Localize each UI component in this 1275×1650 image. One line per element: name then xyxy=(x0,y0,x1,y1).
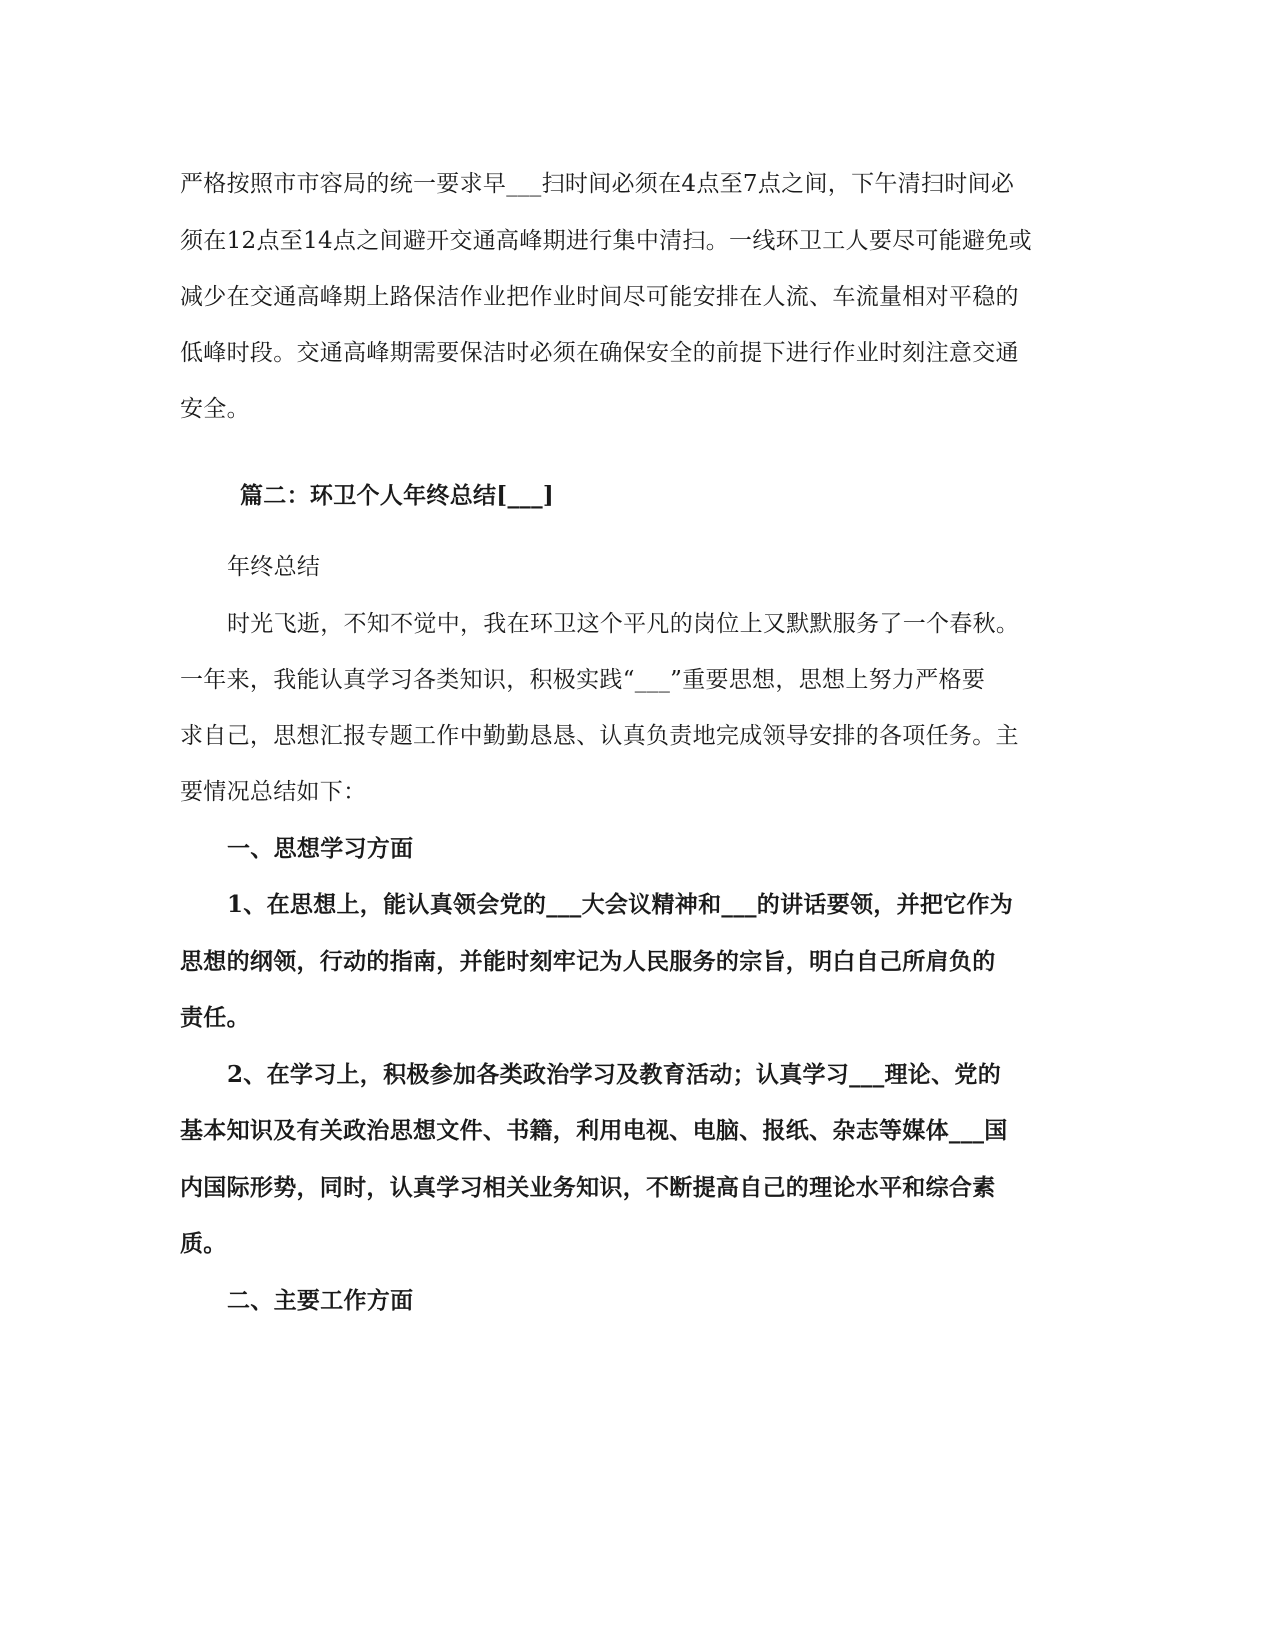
paragraph1-line-1: 严格按照市市容局的统一要求早___扫时间必须在4点至7点之间，下午清扫时间必 xyxy=(180,171,1015,197)
item1-line-1: 1、在思想上，能认真领会党的___大会议精神和___的讲话要领，并把它作为 xyxy=(227,891,1014,918)
item1-line-3: 责任。 xyxy=(180,1004,250,1031)
paragraph2-line-4: 要情况总结如下： xyxy=(180,779,367,805)
heading-2: 二、主要工作方面 xyxy=(227,1287,414,1314)
paragraph1-line-2: 须在12点至14点之间避开交通高峰期进行集中清扫。一线环卫工人要尽可能避免或 xyxy=(180,228,1032,254)
item1-line-2: 思想的纲领，行动的指南，并能时刻牢记为人民服务的宗旨，明白自己所肩负的 xyxy=(180,948,996,975)
item2-line-4: 质。 xyxy=(180,1230,227,1257)
paragraph1-line-3: 减少在交通高峰期上路保洁作业把作业时间尽可能安排在人流、车流量相对平稳的 xyxy=(180,284,1019,310)
paragraph2-line-1: 时光飞逝，不知不觉中，我在环卫这个平凡的岗位上又默默服务了一个春秋。 xyxy=(227,611,1020,637)
item2-line-2: 基本知识及有关政治思想文件、书籍，利用电视、电脑、报纸、杂志等媒体___国 xyxy=(180,1117,1008,1144)
subtitle: 年终总结 xyxy=(227,554,321,580)
paragraph2-line-2: 一年来，我能认真学习各类知识，积极实践“___”重要思想，思想上努力严格要 xyxy=(180,667,986,693)
paragraph1-line-5: 安全。 xyxy=(180,396,250,422)
item2-line-3: 内国际形势，同时，认真学习相关业务知识，不断提高自己的理论水平和综合素 xyxy=(180,1174,996,1201)
paragraph1-line-4: 低峰时段。交通高峰期需要保洁时必须在确保安全的前提下进行作业时刻注意交通 xyxy=(180,340,1019,366)
paragraph2-line-3: 求自己，思想汇报专题工作中勤勤恳恳、认真负责地完成领导安排的各项任务。主 xyxy=(180,723,1019,749)
item2-line-1: 2、在学习上，积极参加各类政治学习及教育活动；认真学习___理论、党的 xyxy=(227,1061,1002,1088)
heading-1: 一、思想学习方面 xyxy=(227,835,414,862)
section-title: 篇二：环卫个人年终总结[___] xyxy=(240,482,555,509)
